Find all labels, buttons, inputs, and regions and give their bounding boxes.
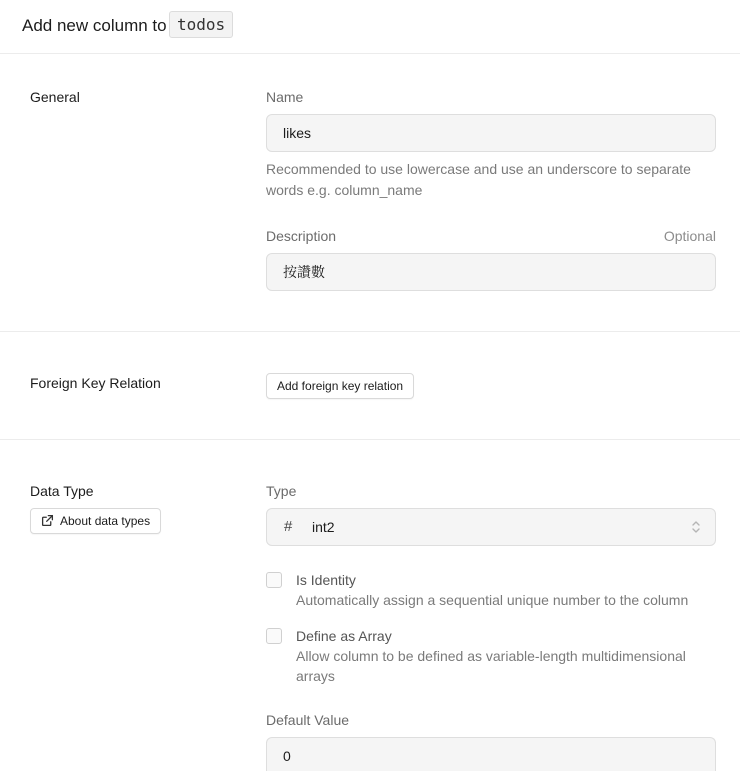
description-label: Description [266,228,337,244]
default-value-label: Default Value [266,712,350,728]
add-foreign-key-button[interactable]: Add foreign key relation [266,373,414,399]
define-array-label: Define as Array [296,628,392,644]
external-link-icon [41,514,54,527]
about-data-types-button[interactable] [30,508,161,534]
name-label: Name [266,89,304,105]
define-array-description: Allow column to be defined as variable-length multidimensional arrays [296,648,686,684]
name-input[interactable]: likes [266,114,716,152]
is-identity-checkbox[interactable] [266,572,282,588]
panel-header [0,0,740,54]
name-hint: Recommended to use lowercase and use an underscore to separate words e.g. column_name [266,161,691,198]
section-label-foreign-key: Foreign Key Relation [30,375,161,391]
section-divider [0,331,740,332]
define-array-checkbox[interactable] [266,628,282,644]
section-divider [0,439,740,440]
type-select[interactable] [266,508,716,546]
type-value: int2 [312,519,335,535]
description-input[interactable]: 按讚數 [266,253,716,291]
optional-tag: Optional [663,228,716,244]
type-label: Type [266,483,297,499]
section-label-general: General [30,89,80,105]
chevron-up-down-icon [691,519,701,535]
about-data-types-label: About data types [60,514,151,528]
section-label-data-type: Data Type [30,483,94,499]
panel-title: Add new column to [22,16,167,35]
default-value-input[interactable]: 0 [266,737,716,771]
is-identity-label: Is Identity [296,572,356,588]
hash-icon: # [284,518,293,535]
is-identity-description: Automatically assign a sequential unique number to the column [296,592,689,608]
table-name-chip: todos [169,11,233,38]
